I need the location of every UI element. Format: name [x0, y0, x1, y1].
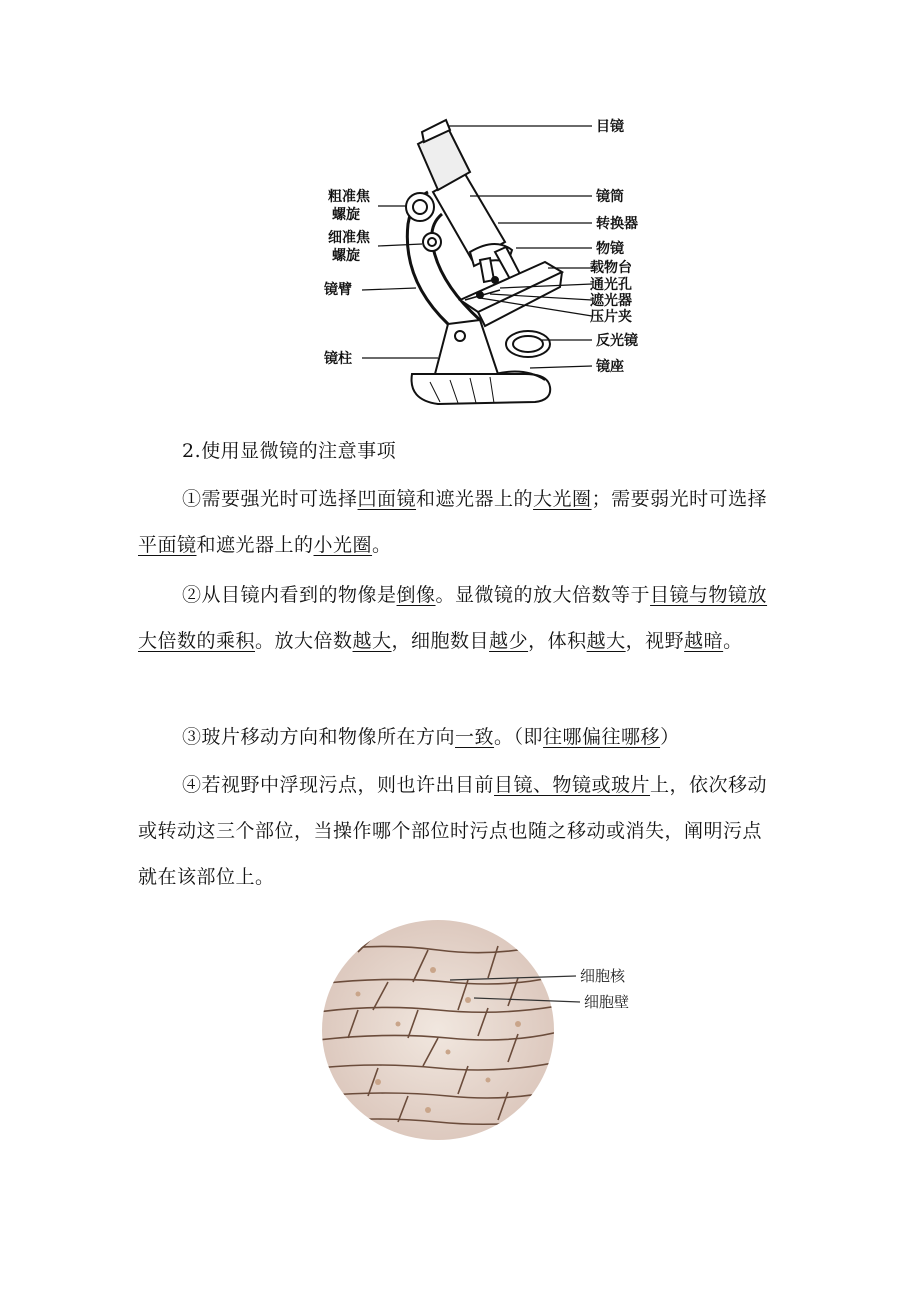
paragraph-direction: ③玻片移动方向和物像所在方向一致。（即往哪偏往哪移）	[182, 726, 680, 748]
microscope-diagram	[320, 112, 650, 417]
section-heading: 2.使用显微镜的注意事项	[182, 440, 397, 462]
label-pillar: 镜柱	[324, 351, 352, 367]
label-cell-wall: 细胞壁	[584, 993, 630, 1011]
label-arm: 镜臂	[324, 282, 352, 298]
cell-micrograph	[318, 912, 658, 1142]
label-eyepiece: 目镜	[596, 119, 624, 135]
label-objective: 物镜	[596, 241, 624, 257]
label-nucleus: 细胞核	[580, 967, 626, 985]
label-mirror: 反光镜	[596, 333, 638, 349]
label-fine-2: 螺旋	[332, 248, 360, 264]
label-fine-1: 细准焦	[328, 230, 370, 246]
label-diaphragm: 遮光器	[590, 293, 632, 309]
label-tube: 镜筒	[596, 189, 624, 205]
label-coarse-1: 粗准焦	[328, 189, 370, 205]
label-coarse-2: 螺旋	[332, 207, 360, 223]
label-light-hole: 通光孔	[590, 277, 632, 293]
label-stage-clip: 压片夹	[590, 309, 632, 325]
paragraph-magnification: ②从目镜内看到的物像是倒像。显微镜的放大倍数等于目镜与物镜放大倍数的乘积。放大倍数越大，细胞数目越少，体积越大，视野越暗。	[138, 584, 768, 652]
label-base: 镜座	[596, 359, 624, 375]
paragraph-light: ①需要强光时可选择凹面镜和遮光器上的大光圈；需要弱光时可选择平面镜和遮光器上的小光圈。	[138, 488, 768, 556]
paragraph-dirt: ④若视野中浮现污点，则也许出目前目镜、物镜或玻片上，依次移动或转动这三个部位，当操作哪个部位时污点也随之移动或消失，阐明污点就在该部位上。	[138, 774, 768, 888]
label-nosepiece: 转换器	[596, 216, 638, 232]
label-stage: 载物台	[590, 260, 632, 276]
